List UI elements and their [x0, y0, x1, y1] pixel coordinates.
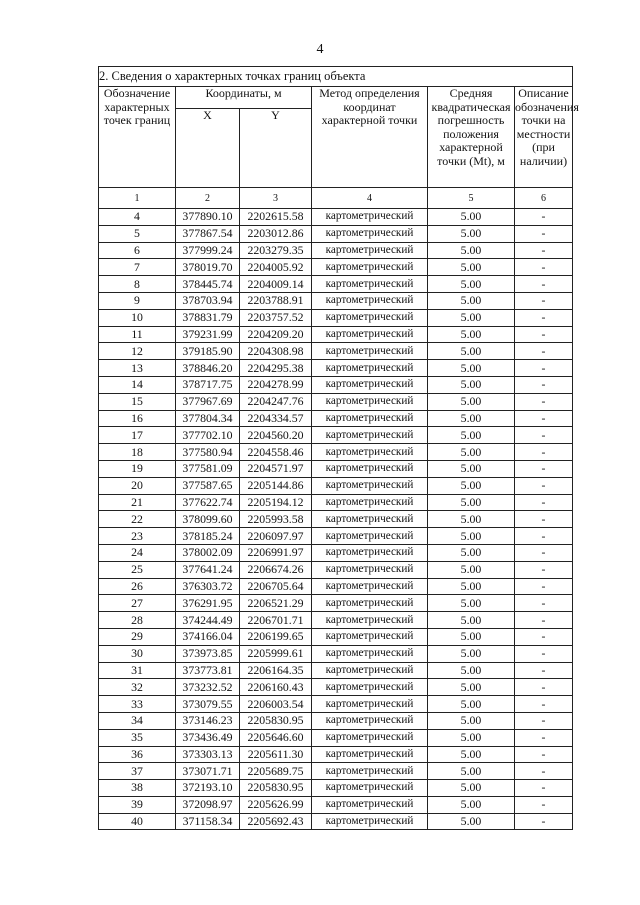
y-coordinate-cell: 2206705.64 [240, 578, 312, 595]
point-id-cell: 13 [99, 360, 176, 377]
error-cell: 5.00 [428, 494, 515, 511]
table-row [99, 628, 573, 645]
point-id-cell: 22 [99, 511, 176, 528]
x-coordinate-cell: 373303.13 [176, 746, 240, 763]
method-cell: картометрический [312, 292, 428, 309]
error-cell: 5.00 [428, 360, 515, 377]
table-row [99, 225, 573, 242]
x-coordinate-cell: 378703.94 [176, 292, 240, 309]
description-cell: - [515, 612, 573, 629]
y-coordinate-cell: 2206674.26 [240, 561, 312, 578]
method-cell: картометрический [312, 209, 428, 226]
description-cell: - [515, 813, 573, 830]
point-id-cell: 16 [99, 410, 176, 427]
description-cell: - [515, 662, 573, 679]
y-coordinate-cell: 2206164.35 [240, 662, 312, 679]
error-cell: 5.00 [428, 309, 515, 326]
method-cell: картометрический [312, 763, 428, 780]
error-cell: 5.00 [428, 612, 515, 629]
method-cell: картометрический [312, 242, 428, 259]
point-id-cell: 17 [99, 427, 176, 444]
method-cell: картометрический [312, 410, 428, 427]
method-cell: картометрический [312, 360, 428, 377]
y-coordinate-cell: 2204278.99 [240, 376, 312, 393]
y-coordinate-cell: 2205993.58 [240, 511, 312, 528]
description-cell: - [515, 326, 573, 343]
x-coordinate-cell: 377581.09 [176, 460, 240, 477]
error-cell: 5.00 [428, 696, 515, 713]
description-cell: - [515, 628, 573, 645]
table-row [99, 528, 573, 545]
error-cell: 5.00 [428, 477, 515, 494]
x-coordinate-cell: 378846.20 [176, 360, 240, 377]
x-coordinate-cell: 377702.10 [176, 427, 240, 444]
x-coordinate-cell: 377587.65 [176, 477, 240, 494]
description-cell: - [515, 376, 573, 393]
table-row [99, 612, 573, 629]
description-cell: - [515, 242, 573, 259]
point-id-cell: 36 [99, 746, 176, 763]
method-cell: картометрический [312, 679, 428, 696]
y-coordinate-cell: 2206521.29 [240, 595, 312, 612]
table-row [99, 729, 573, 746]
point-id-cell: 14 [99, 376, 176, 393]
description-cell: - [515, 528, 573, 545]
y-coordinate-cell: 2204560.20 [240, 427, 312, 444]
section-title-row [99, 67, 573, 87]
x-coordinate-cell: 378445.74 [176, 276, 240, 293]
method-cell: картометрический [312, 393, 428, 410]
point-id-cell: 12 [99, 343, 176, 360]
x-coordinate-cell: 373079.55 [176, 696, 240, 713]
x-coordinate-cell: 374244.49 [176, 612, 240, 629]
description-cell: - [515, 209, 573, 226]
error-cell: 5.00 [428, 209, 515, 226]
table-row [99, 763, 573, 780]
point-id-cell: 15 [99, 393, 176, 410]
x-coordinate-cell: 372193.10 [176, 780, 240, 797]
description-cell: - [515, 712, 573, 729]
description-cell: - [515, 696, 573, 713]
y-coordinate-cell: 2204571.97 [240, 460, 312, 477]
x-coordinate-cell: 373146.23 [176, 712, 240, 729]
y-coordinate-cell: 2204209.20 [240, 326, 312, 343]
description-cell: - [515, 360, 573, 377]
error-cell: 5.00 [428, 628, 515, 645]
point-id-cell: 32 [99, 679, 176, 696]
table-row [99, 427, 573, 444]
description-cell: - [515, 494, 573, 511]
error-cell: 5.00 [428, 813, 515, 830]
point-id-cell: 5 [99, 225, 176, 242]
method-cell: картометрический [312, 595, 428, 612]
method-cell: картометрический [312, 712, 428, 729]
x-coordinate-cell: 378831.79 [176, 309, 240, 326]
method-cell: картометрический [312, 343, 428, 360]
table-row [99, 561, 573, 578]
error-cell: 5.00 [428, 662, 515, 679]
x-coordinate-cell: 377867.54 [176, 225, 240, 242]
x-coordinate-cell: 379185.90 [176, 343, 240, 360]
x-coordinate-cell: 377967.69 [176, 393, 240, 410]
description-cell: - [515, 578, 573, 595]
error-cell: 5.00 [428, 595, 515, 612]
point-id-cell: 35 [99, 729, 176, 746]
characteristic-points-table [98, 66, 579, 830]
point-id-cell: 27 [99, 595, 176, 612]
y-coordinate-cell: 2206701.71 [240, 612, 312, 629]
error-cell: 5.00 [428, 746, 515, 763]
description-cell: - [515, 561, 573, 578]
table-row [99, 360, 573, 377]
error-cell: 5.00 [428, 544, 515, 561]
y-coordinate-cell: 2205611.30 [240, 746, 312, 763]
table-row [99, 326, 573, 343]
error-cell: 5.00 [428, 780, 515, 797]
y-coordinate-cell: 2203279.35 [240, 242, 312, 259]
point-id-cell: 7 [99, 259, 176, 276]
table-row [99, 276, 573, 293]
description-cell: - [515, 393, 573, 410]
error-cell: 5.00 [428, 292, 515, 309]
description-cell: - [515, 259, 573, 276]
x-coordinate-cell: 372098.97 [176, 796, 240, 813]
y-coordinate-cell: 2204334.57 [240, 410, 312, 427]
column-number: 6 [515, 188, 573, 209]
y-coordinate-cell: 2203757.52 [240, 309, 312, 326]
error-cell: 5.00 [428, 276, 515, 293]
section-title: 2. Сведения о характерных точках границ объекта [99, 67, 573, 87]
point-id-cell: 33 [99, 696, 176, 713]
description-cell: - [515, 746, 573, 763]
table-row [99, 746, 573, 763]
y-coordinate-cell: 2205999.61 [240, 645, 312, 662]
description-cell: - [515, 276, 573, 293]
table-row [99, 292, 573, 309]
method-cell: картометрический [312, 729, 428, 746]
header-method: Метод определения координат характерной точки [312, 87, 428, 188]
x-coordinate-cell: 376303.72 [176, 578, 240, 595]
description-cell: - [515, 460, 573, 477]
x-coordinate-cell: 373973.85 [176, 645, 240, 662]
description-cell: - [515, 595, 573, 612]
column-number: 2 [176, 188, 240, 209]
x-coordinate-cell: 377641.24 [176, 561, 240, 578]
header-coordinates: Координаты, м [176, 87, 312, 109]
method-cell: картометрический [312, 376, 428, 393]
table-row [99, 595, 573, 612]
table-row [99, 813, 573, 830]
error-cell: 5.00 [428, 679, 515, 696]
y-coordinate-cell: 2204247.76 [240, 393, 312, 410]
y-coordinate-cell: 2205830.95 [240, 780, 312, 797]
description-cell: - [515, 763, 573, 780]
table-row [99, 578, 573, 595]
column-number-row [99, 188, 573, 209]
description-cell: - [515, 444, 573, 461]
header-error: Средняя квадратическая погрешность положения характерной точки (Mt), м [428, 87, 515, 188]
point-id-cell: 4 [99, 209, 176, 226]
error-cell: 5.00 [428, 225, 515, 242]
table-row [99, 460, 573, 477]
point-id-cell: 25 [99, 561, 176, 578]
column-number: 5 [428, 188, 515, 209]
method-cell: картометрический [312, 276, 428, 293]
method-cell: картометрический [312, 444, 428, 461]
point-id-cell: 11 [99, 326, 176, 343]
x-coordinate-cell: 371158.34 [176, 813, 240, 830]
method-cell: картометрический [312, 662, 428, 679]
x-coordinate-cell: 378002.09 [176, 544, 240, 561]
method-cell: картометрический [312, 796, 428, 813]
method-cell: картометрический [312, 561, 428, 578]
point-id-cell: 30 [99, 645, 176, 662]
column-number: 3 [240, 188, 312, 209]
table-row [99, 410, 573, 427]
point-id-cell: 19 [99, 460, 176, 477]
method-cell: картометрический [312, 645, 428, 662]
y-coordinate-cell: 2205830.95 [240, 712, 312, 729]
method-cell: картометрический [312, 309, 428, 326]
description-cell: - [515, 729, 573, 746]
y-coordinate-cell: 2205692.43 [240, 813, 312, 830]
method-cell: картометрический [312, 460, 428, 477]
error-cell: 5.00 [428, 763, 515, 780]
x-coordinate-cell: 377804.34 [176, 410, 240, 427]
description-cell: - [515, 511, 573, 528]
column-number: 1 [99, 188, 176, 209]
y-coordinate-cell: 2206003.54 [240, 696, 312, 713]
y-coordinate-cell: 2202615.58 [240, 209, 312, 226]
x-coordinate-cell: 373232.52 [176, 679, 240, 696]
table-row [99, 712, 573, 729]
method-cell: картометрический [312, 544, 428, 561]
table-row [99, 376, 573, 393]
y-coordinate-cell: 2204558.46 [240, 444, 312, 461]
error-cell: 5.00 [428, 578, 515, 595]
column-number: 4 [312, 188, 428, 209]
x-coordinate-cell: 373773.81 [176, 662, 240, 679]
description-cell: - [515, 796, 573, 813]
error-cell: 5.00 [428, 729, 515, 746]
point-id-cell: 6 [99, 242, 176, 259]
header-designation: Обозначение характерных точек границ [99, 87, 176, 188]
description-cell: - [515, 645, 573, 662]
page-number: 4 [316, 42, 324, 57]
x-coordinate-cell: 378099.60 [176, 511, 240, 528]
point-id-cell: 9 [99, 292, 176, 309]
x-coordinate-cell: 377890.10 [176, 209, 240, 226]
table-row [99, 511, 573, 528]
y-coordinate-cell: 2205646.60 [240, 729, 312, 746]
point-id-cell: 31 [99, 662, 176, 679]
error-cell: 5.00 [428, 712, 515, 729]
table-row [99, 444, 573, 461]
method-cell: картометрический [312, 225, 428, 242]
x-coordinate-cell: 378717.75 [176, 376, 240, 393]
point-id-cell: 28 [99, 612, 176, 629]
error-cell: 5.00 [428, 796, 515, 813]
x-coordinate-cell: 374166.04 [176, 628, 240, 645]
y-coordinate-cell: 2205626.99 [240, 796, 312, 813]
table-row [99, 780, 573, 797]
x-coordinate-cell: 378185.24 [176, 528, 240, 545]
x-coordinate-cell: 373436.49 [176, 729, 240, 746]
error-cell: 5.00 [428, 343, 515, 360]
x-coordinate-cell: 373071.71 [176, 763, 240, 780]
y-coordinate-cell: 2204009.14 [240, 276, 312, 293]
table-row [99, 242, 573, 259]
header-description: Описание обозначения точки на местности (при наличии) [515, 87, 573, 188]
table-row [99, 393, 573, 410]
table-row [99, 696, 573, 713]
x-coordinate-cell: 377580.94 [176, 444, 240, 461]
y-coordinate-cell: 2205689.75 [240, 763, 312, 780]
error-cell: 5.00 [428, 645, 515, 662]
description-cell: - [515, 679, 573, 696]
point-id-cell: 20 [99, 477, 176, 494]
error-cell: 5.00 [428, 410, 515, 427]
point-id-cell: 18 [99, 444, 176, 461]
table-row [99, 662, 573, 679]
point-id-cell: 29 [99, 628, 176, 645]
description-cell: - [515, 427, 573, 444]
description-cell: - [515, 343, 573, 360]
method-cell: картометрический [312, 578, 428, 595]
x-coordinate-cell: 377622.74 [176, 494, 240, 511]
point-id-cell: 24 [99, 544, 176, 561]
error-cell: 5.00 [428, 393, 515, 410]
table-row [99, 544, 573, 561]
method-cell: картометрический [312, 612, 428, 629]
y-coordinate-cell: 2204308.98 [240, 343, 312, 360]
method-cell: картометрический [312, 427, 428, 444]
table-row [99, 679, 573, 696]
point-id-cell: 40 [99, 813, 176, 830]
error-cell: 5.00 [428, 460, 515, 477]
method-cell: картометрический [312, 628, 428, 645]
error-cell: 5.00 [428, 259, 515, 276]
method-cell: картометрический [312, 494, 428, 511]
error-cell: 5.00 [428, 242, 515, 259]
y-coordinate-cell: 2204295.38 [240, 360, 312, 377]
point-id-cell: 10 [99, 309, 176, 326]
x-coordinate-cell: 376291.95 [176, 595, 240, 612]
table-row [99, 259, 573, 276]
error-cell: 5.00 [428, 427, 515, 444]
method-cell: картометрический [312, 477, 428, 494]
description-cell: - [515, 225, 573, 242]
description-cell: - [515, 780, 573, 797]
error-cell: 5.00 [428, 326, 515, 343]
point-id-cell: 21 [99, 494, 176, 511]
description-cell: - [515, 477, 573, 494]
method-cell: картометрический [312, 259, 428, 276]
point-id-cell: 23 [99, 528, 176, 545]
point-id-cell: 34 [99, 712, 176, 729]
header-row-top [99, 87, 573, 109]
y-coordinate-cell: 2204005.92 [240, 259, 312, 276]
error-cell: 5.00 [428, 561, 515, 578]
point-id-cell: 38 [99, 780, 176, 797]
error-cell: 5.00 [428, 444, 515, 461]
y-coordinate-cell: 2203788.91 [240, 292, 312, 309]
x-coordinate-cell: 377999.24 [176, 242, 240, 259]
y-coordinate-cell: 2205194.12 [240, 494, 312, 511]
method-cell: картометрический [312, 511, 428, 528]
point-id-cell: 26 [99, 578, 176, 595]
table-row [99, 477, 573, 494]
table-row [99, 209, 573, 226]
method-cell: картометрический [312, 813, 428, 830]
description-cell: - [515, 309, 573, 326]
description-cell: - [515, 292, 573, 309]
y-coordinate-cell: 2206097.97 [240, 528, 312, 545]
point-id-cell: 37 [99, 763, 176, 780]
y-coordinate-cell: 2203012.86 [240, 225, 312, 242]
description-cell: - [515, 410, 573, 427]
method-cell: картометрический [312, 746, 428, 763]
y-coordinate-cell: 2206160.43 [240, 679, 312, 696]
y-coordinate-cell: 2205144.86 [240, 477, 312, 494]
table-row [99, 343, 573, 360]
x-coordinate-cell: 378019.70 [176, 259, 240, 276]
description-cell: - [515, 544, 573, 561]
table-row [99, 645, 573, 662]
table-row [99, 494, 573, 511]
method-cell: картометрический [312, 326, 428, 343]
method-cell: картометрический [312, 780, 428, 797]
method-cell: картометрический [312, 696, 428, 713]
header-x: X [176, 108, 240, 187]
table-row [99, 309, 573, 326]
method-cell: картометрический [312, 528, 428, 545]
y-coordinate-cell: 2206199.65 [240, 628, 312, 645]
point-id-cell: 39 [99, 796, 176, 813]
error-cell: 5.00 [428, 511, 515, 528]
point-id-cell: 8 [99, 276, 176, 293]
x-coordinate-cell: 379231.99 [176, 326, 240, 343]
error-cell: 5.00 [428, 528, 515, 545]
header-y: Y [240, 108, 312, 187]
y-coordinate-cell: 2206991.97 [240, 544, 312, 561]
error-cell: 5.00 [428, 376, 515, 393]
table-row [99, 796, 573, 813]
